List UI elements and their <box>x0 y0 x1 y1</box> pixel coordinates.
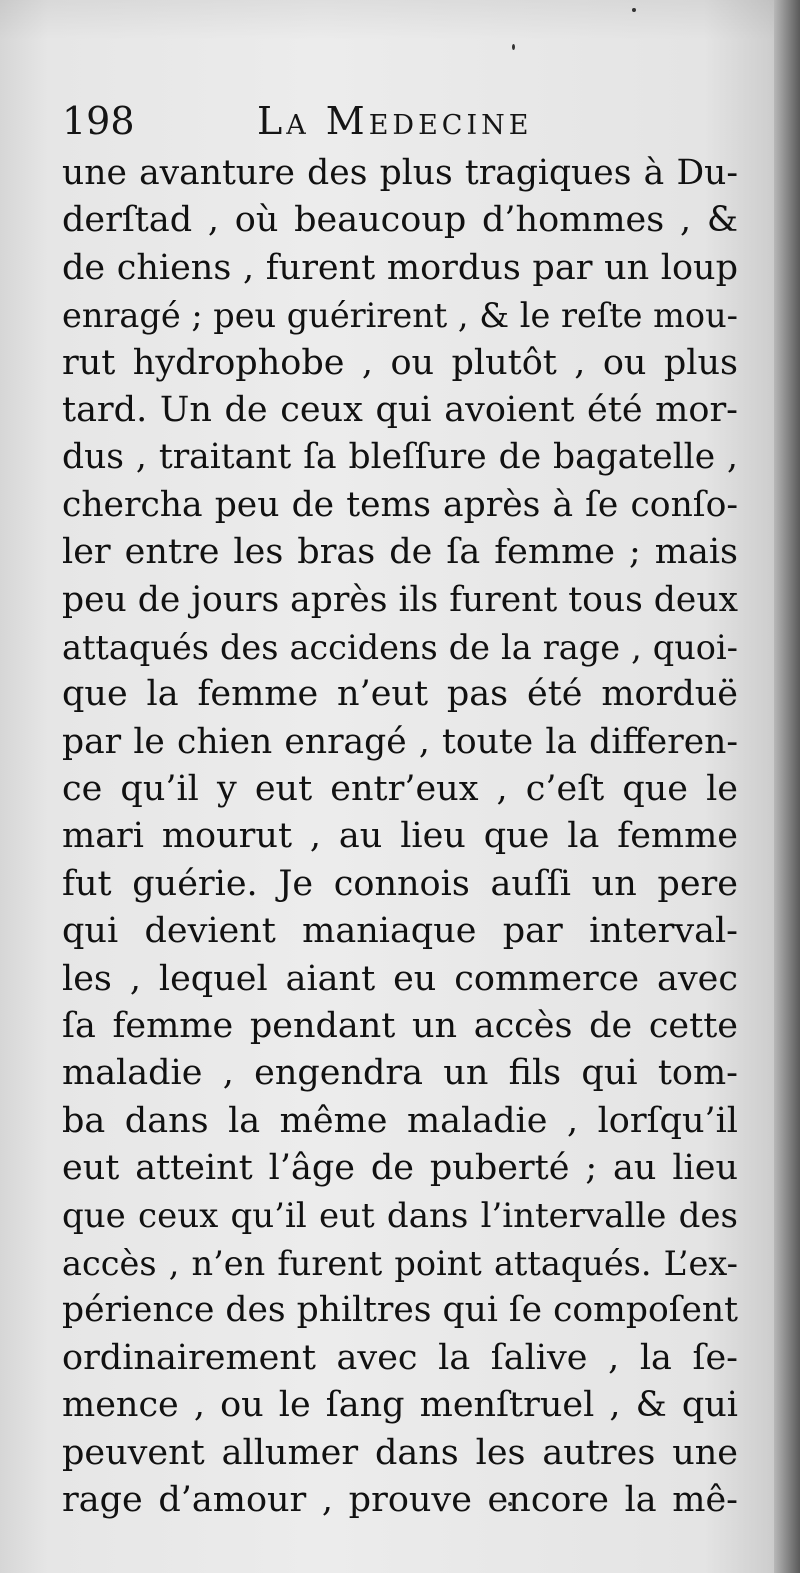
ink-speck <box>632 8 636 12</box>
text-line: dus , traitant ſa bleſſure de bagatelle , <box>62 437 738 478</box>
text-line: peu de jours après ils furent tous deux <box>62 579 738 620</box>
text-line: maladie , engendra un fils qui tom- <box>62 1053 738 1094</box>
text-line: attaqués des accidens de la rage , quoi- <box>62 627 738 667</box>
text-line: accès , n’en furent point attaqués. L’ex- <box>62 1243 738 1283</box>
page-number: 198 <box>62 99 135 143</box>
page-top-shadow <box>0 0 800 40</box>
text-line: peuvent allumer dans les autres une <box>62 1432 738 1473</box>
text-line: ler entre les bras de ſa femme ; mais <box>62 532 738 573</box>
page-header <box>62 96 742 146</box>
text-line: fut guérie. Je connois auſſi un pere <box>62 863 738 904</box>
text-line: une avanture des plus tragiques à Du- <box>62 153 738 193</box>
text-line: derſtad , où beaucoup d’hommes , & <box>62 200 738 241</box>
text-line: ordinairement avec la ſalive , la ſe- <box>62 1337 738 1378</box>
text-line: de chiens , furent mordus par un loup <box>62 247 738 288</box>
text-line: mence , ou le ſang menſtruel , & qui <box>62 1385 738 1426</box>
text-line: mari mourut , au lieu que la femme <box>62 816 738 857</box>
text-line: que la femme n’eut pas été morduë <box>62 674 738 715</box>
text-line: chercha peu de tems après à ſe conſo- <box>62 484 738 525</box>
text-line: que ceux qu’il eut dans l’intervalle des <box>62 1195 738 1236</box>
text-line: tard. Un de ceux qui avoient été mor- <box>62 389 738 430</box>
text-line: périence des philtres qui ſe compoſent <box>62 1290 738 1331</box>
text-line: enragé ; peu guérirent , & le reſte mou- <box>62 296 738 336</box>
body-text <box>62 150 738 1524</box>
text-line: ſa femme pendant un accès de cette <box>62 1006 738 1047</box>
text-line: rut hydrophobe , ou plutôt , ou plus <box>62 342 738 383</box>
text-line: eut atteint l’âge de puberté ; au lieu <box>62 1148 738 1189</box>
text-line: ba dans la même maladie , lorſqu’il <box>62 1100 738 1141</box>
ink-speck <box>512 44 515 50</box>
text-line: ce qu’il y eut entr’eux , c’eſt que le <box>62 769 738 810</box>
page-binding-edge <box>774 0 800 1573</box>
running-title: La Medecine <box>257 99 533 143</box>
text-line: les , lequel aiant eu commerce avec <box>62 958 738 999</box>
text-line: par le chien enragé , toute la differen- <box>62 721 738 762</box>
text-line: qui devient maniaque par interval- <box>62 911 738 952</box>
text-line: rage d’amour , prouve encore la mê- <box>62 1479 738 1520</box>
